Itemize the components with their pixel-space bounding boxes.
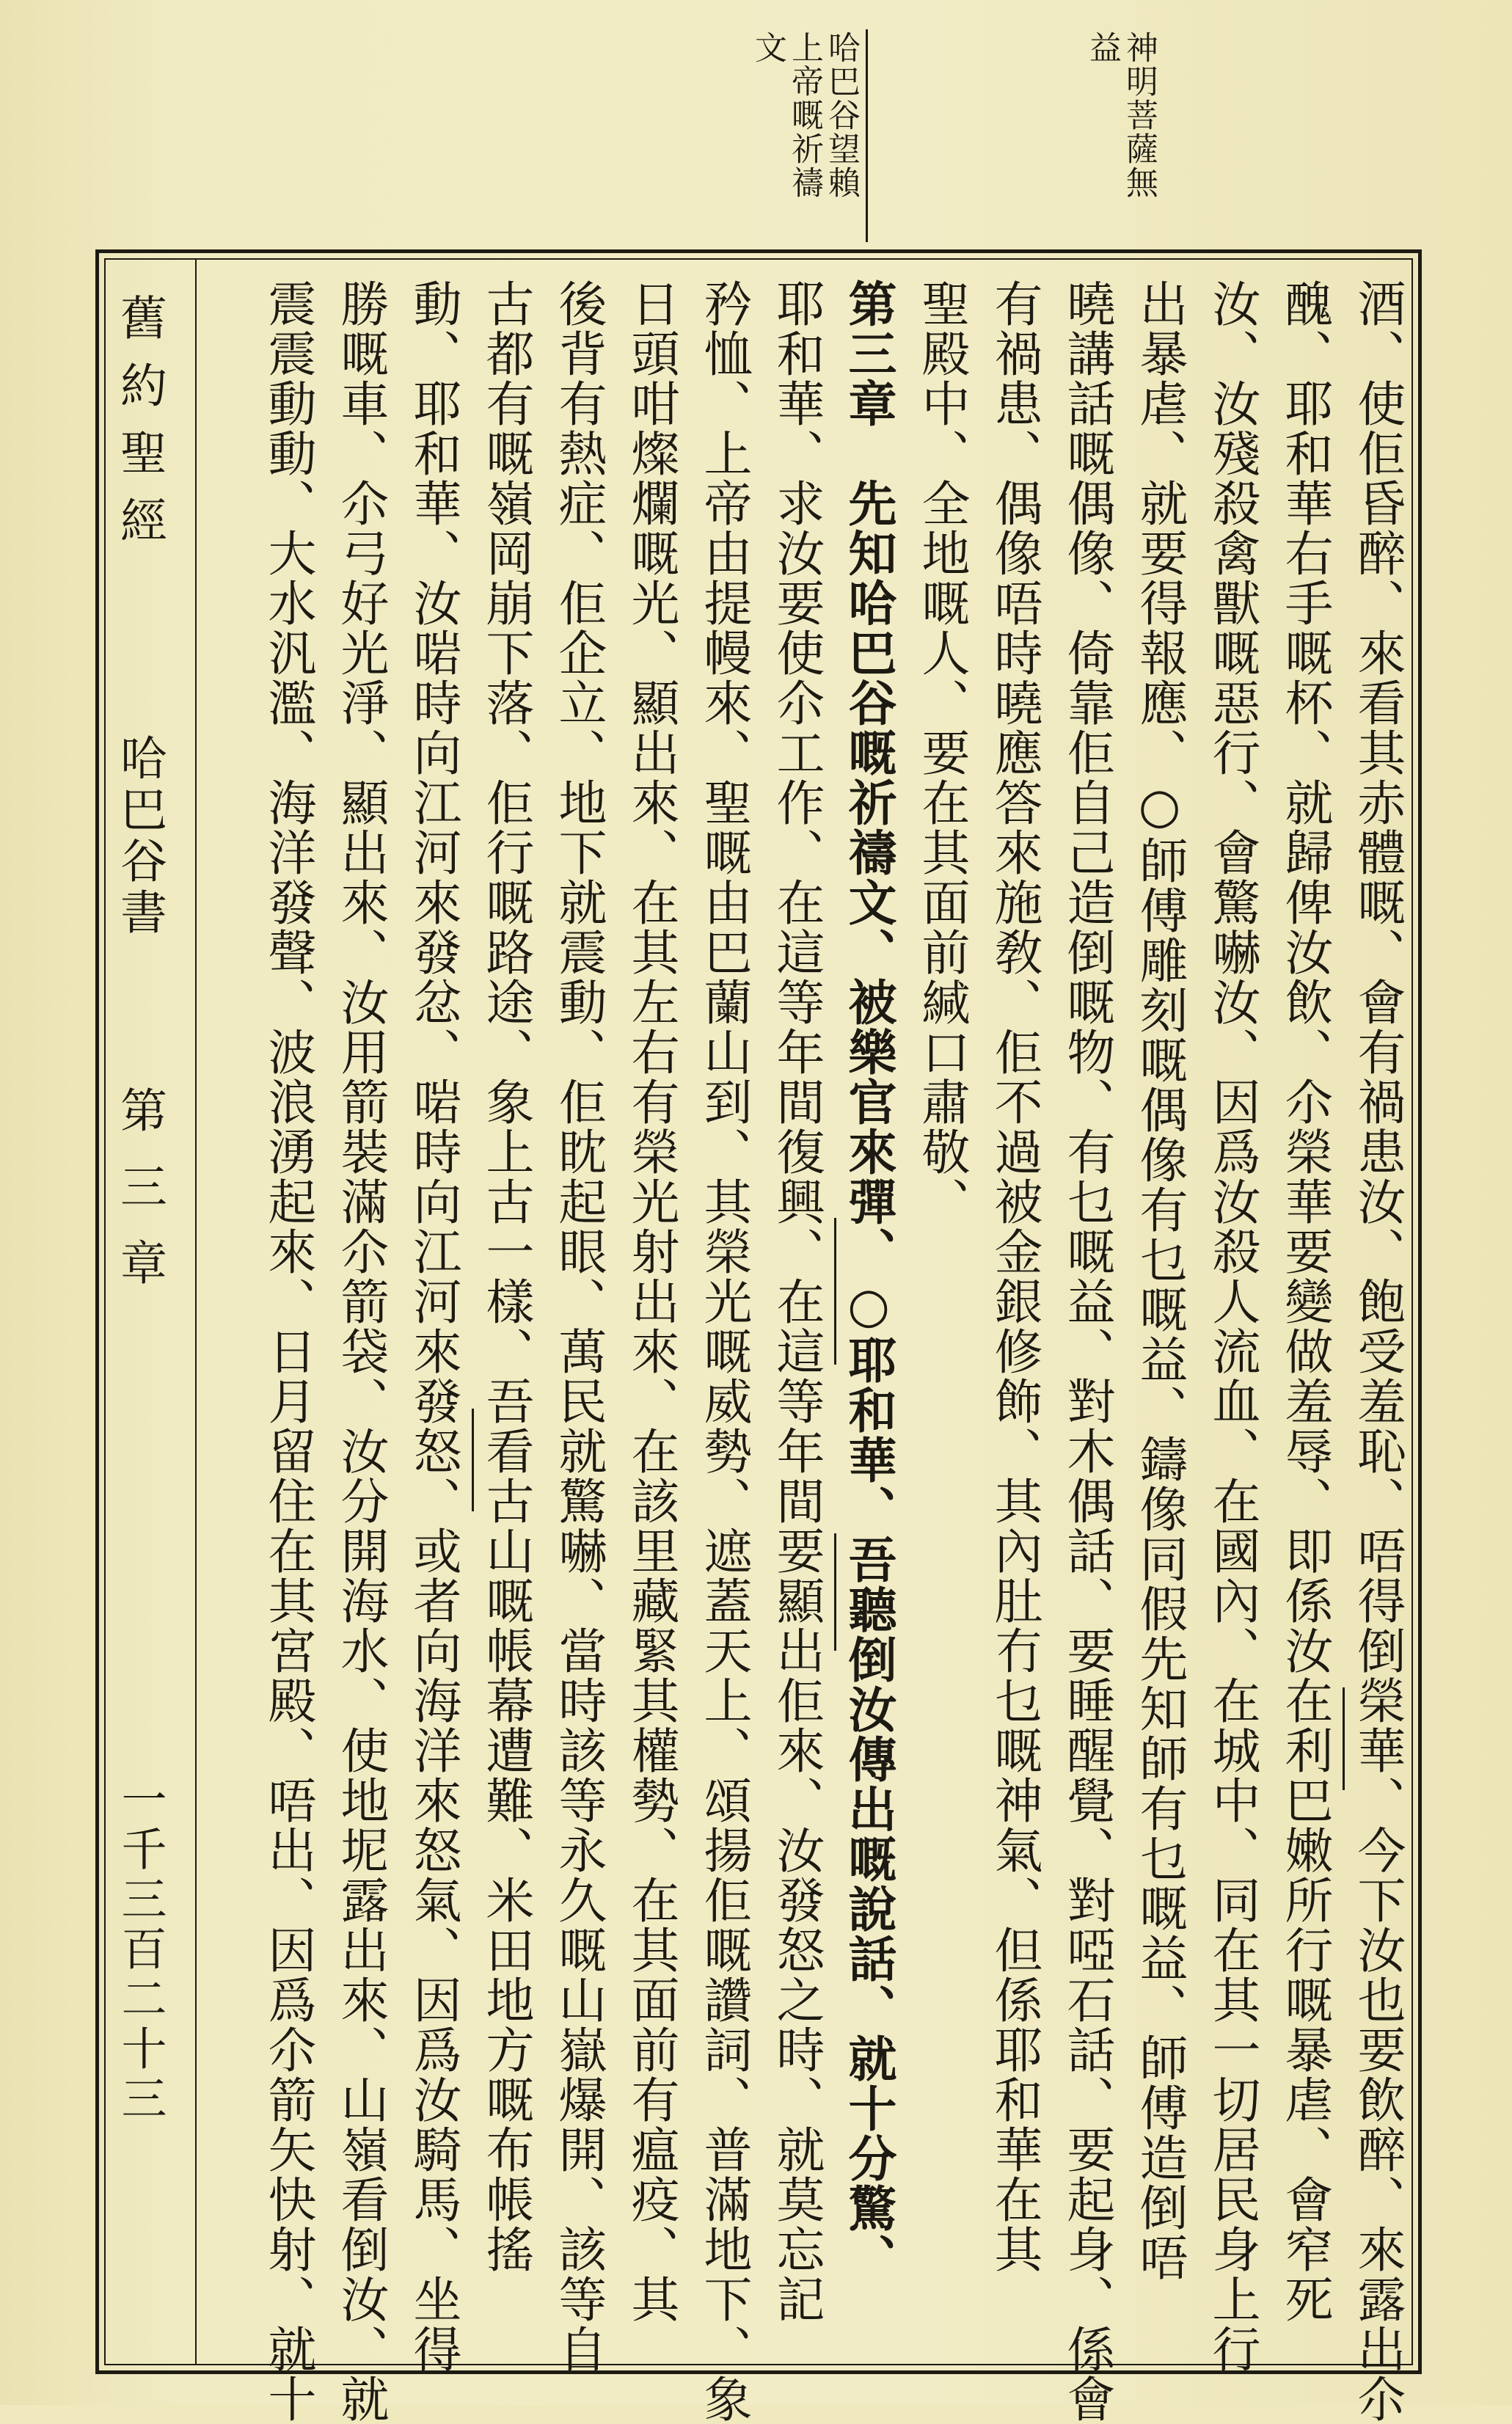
text-line: 震震動動、大水汎濫、海洋發聲、波浪湧起來、日月留住在其宮殿、唔出、因爲尒箭矢快射、就十 <box>260 279 316 2424</box>
text-line: 後背有熱症、佢企立、地下就震動、佢眈起眼、萬民就驚嚇、當時該等永久嘅山嶽爆開、該等自 <box>550 279 607 2374</box>
text-line: 出暴虐、就要得報應、○師傅雕刻嘅偶像有乜嘅益、鑄像同假先知師有乜嘅益、師傅造倒唔 <box>1131 279 1188 2282</box>
header-note-left-3: 文 <box>749 31 786 65</box>
header-note-right-2: 益 <box>1084 31 1121 65</box>
header-note-left-2: 上帝嘅祈禱 <box>786 31 823 200</box>
margin-rule <box>195 258 197 2365</box>
text-line: 耶和華、求汝要使尒工作、在這等年間復興、在這等年間要顯出佢來、汝發怒之時、就莫忘記 <box>768 279 825 2324</box>
book-title: 舊約聖經 <box>112 293 167 563</box>
chapter-label: 第三章 <box>112 1086 167 1315</box>
text-line: 有禍患、偶像唔時曉應答來施敎、佢不過被金銀修飾、其內肚冇乜嘅神氣、但係耶和華在其 <box>986 279 1042 2274</box>
header-note-right-1: 神明菩薩無 <box>1120 31 1158 200</box>
text-line: 聖殿中、全地嘅人、要在其面前緘口肅敬、 <box>913 279 970 1227</box>
text-line: 酒、使佢昏醉、來看其赤體嘅、會有禍患汝、飽受羞恥、唔得倒榮華、今下汝也要飲醉、來露出尒 <box>1349 279 1406 2424</box>
chapter-book-title: 哈巴谷書 <box>112 734 167 939</box>
text-line: 勝嘅車、尒弓好光淨、顯出來、汝用箭裝滿尒箭袋、汝分開海水、使地坭露出來、山嶺看倒汝、就 <box>332 279 389 2424</box>
chapter-heading-line: 第三章 先知哈巴谷嘅祈禱文、被樂官來彈、○耶和華、吾聽倒汝傳出嘅說話、就十分驚、 <box>840 279 897 2283</box>
text-line: 古都有嘅嶺岡崩下落、佢行嘅路途、象上古一樣、吾看古山嘅帳幕遭難、米田地方嘅布帳搖 <box>478 279 534 2274</box>
header-bracket <box>866 29 868 242</box>
header-note-left-1: 哈巴谷望賴 <box>822 31 860 200</box>
text-line: 曉講話嘅偶像、倚靠佢自己造倒嘅物、有乜嘅益、對木偶話、要睡醒覺、對啞石話、要起身、係會 <box>1059 279 1115 2424</box>
text-line: 日頭咁燦爛嘅光、顯出來、在其左右有榮光射出來、在該里藏緊其權勢、在其面前有瘟疫、其 <box>623 279 679 2324</box>
text-line: 矜恤、上帝由提幔來、聖嘅由巴蘭山到、其榮光嘅威勢、遮蓋天上、頌揚佢嘅讚詞、普滿地下、象 <box>695 279 752 2424</box>
text-line: 汝、汝殘殺禽獸嘅惡行、會驚嚇汝、因爲汝殺人流血、在國內、在城中、同在其一切居民身上行 <box>1204 279 1260 2374</box>
name-mark <box>834 1533 836 1651</box>
text-line: 醜、耶和華右手嘅杯、就歸俾汝飲、尒榮華要變做羞辱、即係汝在利巴嫩所行嘅暴虐、會窄死 <box>1277 279 1333 2324</box>
name-mark <box>1343 1687 1345 1790</box>
text-line: 動、耶和華、汝啱時向江河來發忿、啱時向江河來發怒、或者向海洋來怒氣、因爲汝騎馬、坐得 <box>405 279 461 2374</box>
name-mark <box>834 1218 836 1365</box>
page-number: 一千三百二十三 <box>114 1775 167 2125</box>
name-mark <box>472 1409 474 1511</box>
